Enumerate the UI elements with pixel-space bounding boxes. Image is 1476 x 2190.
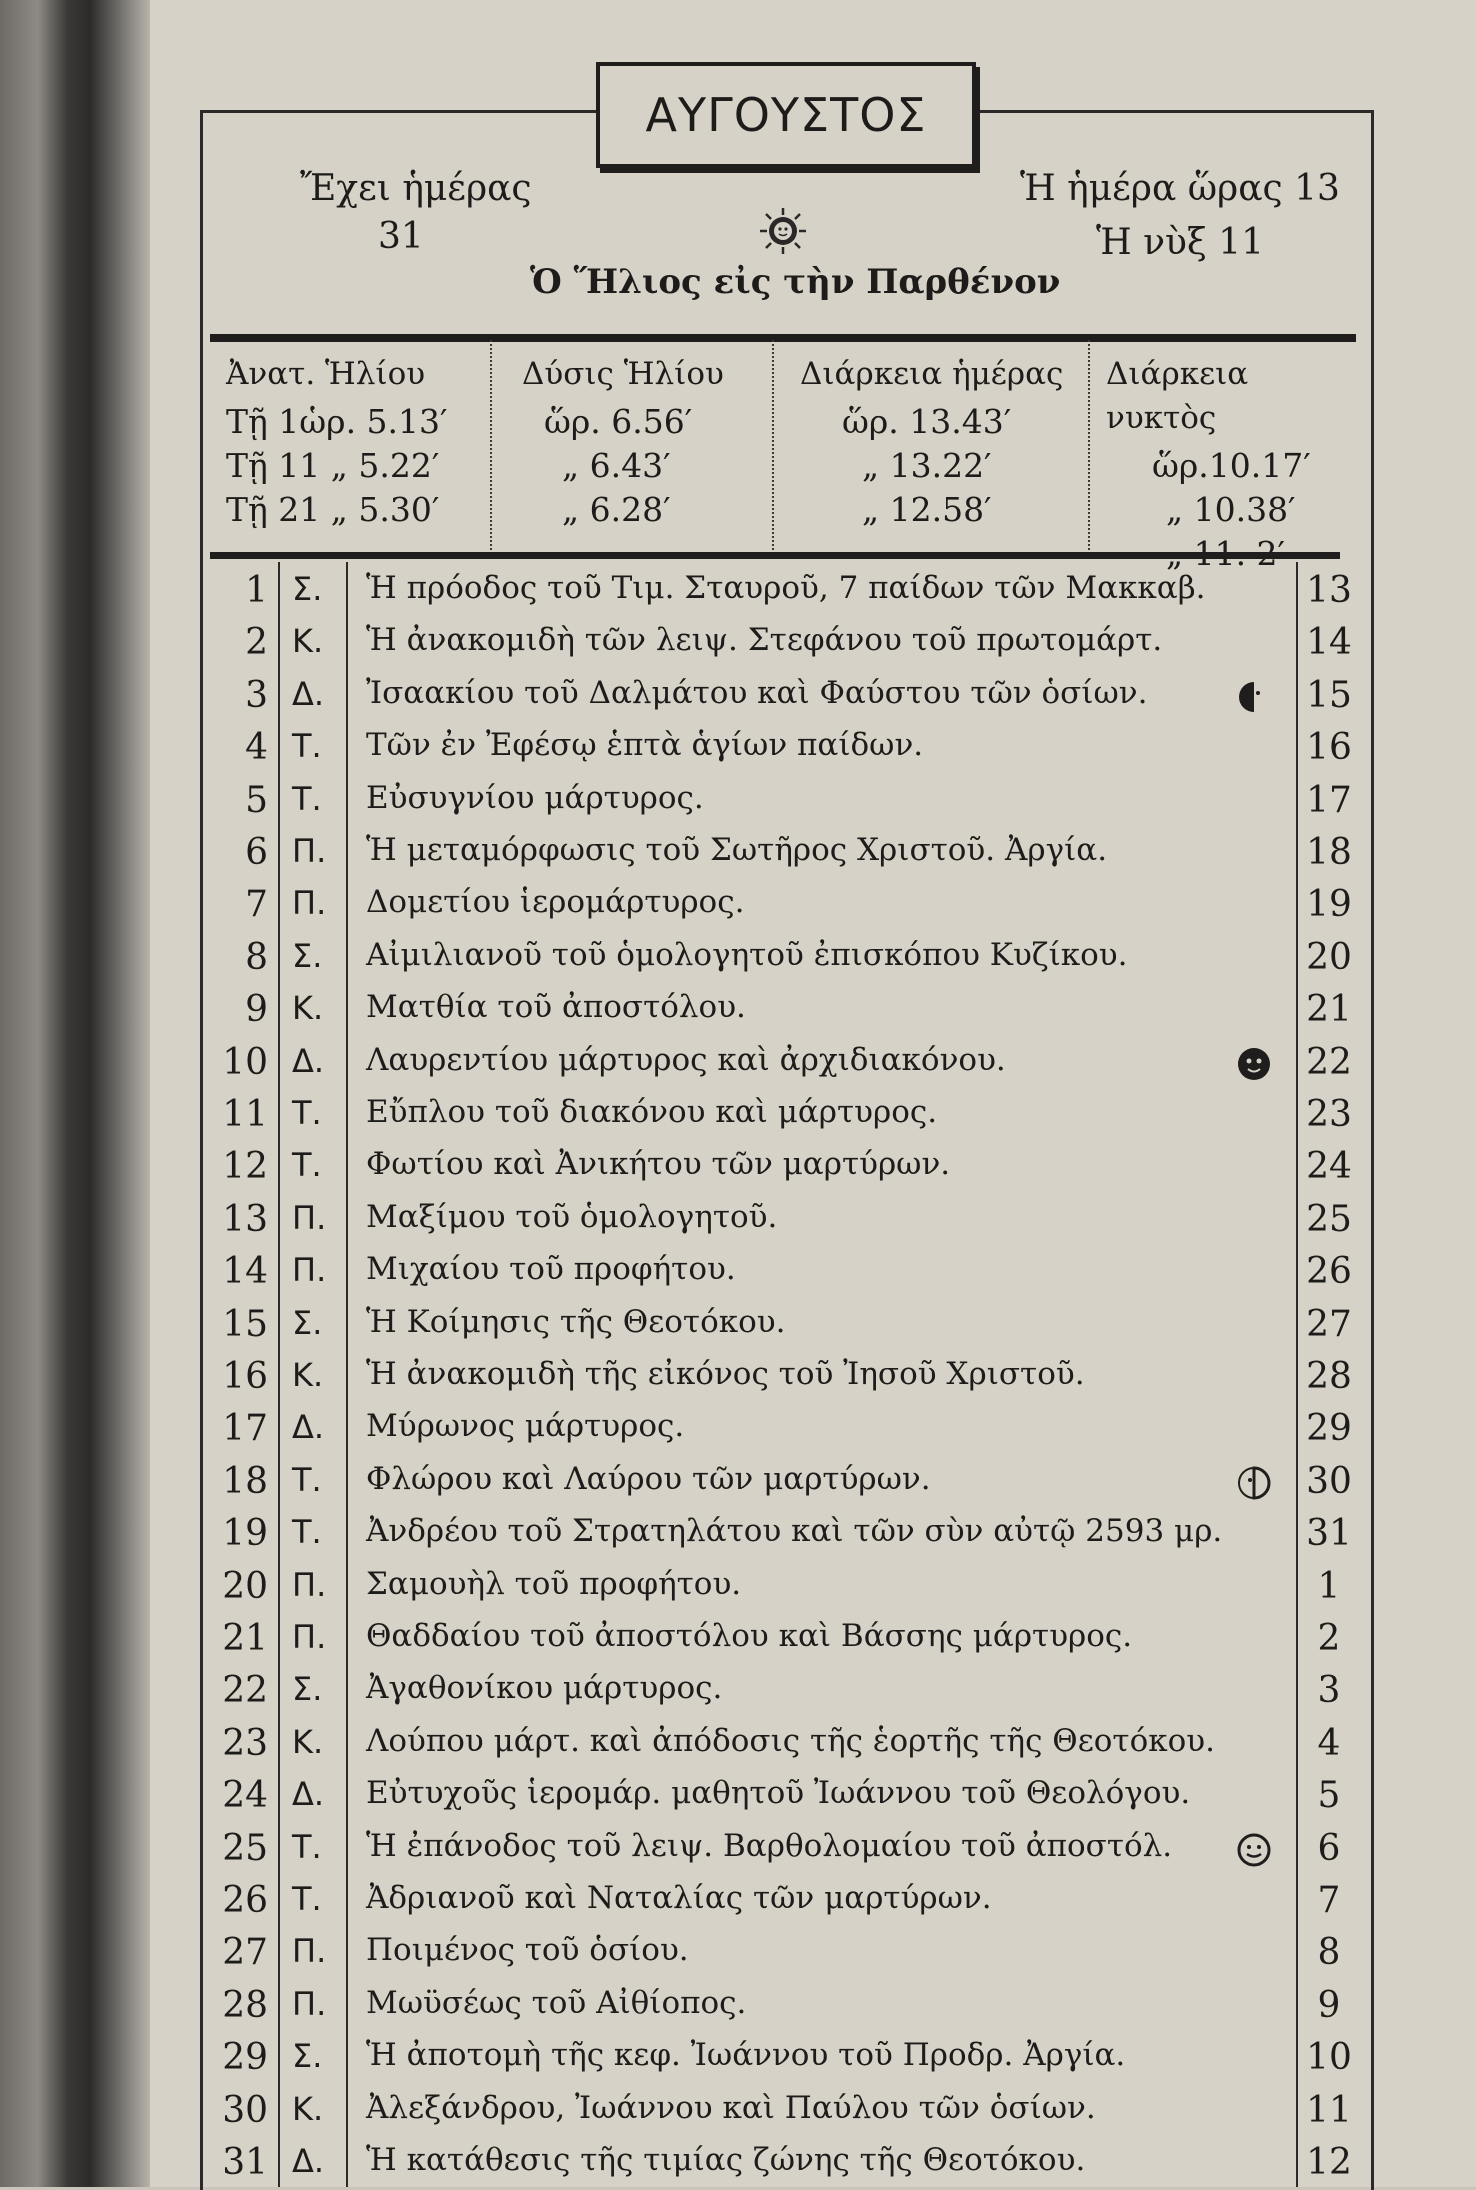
day-number: 23 bbox=[222, 1722, 268, 1764]
old-style-date: 26 bbox=[1306, 1251, 1352, 1293]
book-spine-shadow bbox=[0, 0, 150, 2187]
calendar-row bbox=[200, 1562, 1368, 1614]
day-number: 9 bbox=[245, 989, 268, 1031]
weekday-abbrev: Δ. bbox=[292, 1408, 325, 1447]
sunset-row: „ 6.28′ bbox=[562, 490, 671, 529]
day-number: 4 bbox=[245, 727, 268, 769]
summary-bottom-rule bbox=[210, 552, 1340, 559]
day-number: 22 bbox=[222, 1670, 268, 1712]
summary-top-rule bbox=[210, 334, 1356, 342]
calendar-row bbox=[200, 1824, 1368, 1876]
feast-text: Μιχαίου τοῦ προφήτου. bbox=[366, 1251, 736, 1288]
day-number: 24 bbox=[222, 1775, 268, 1817]
day-number: 25 bbox=[222, 1827, 268, 1869]
day-number: 19 bbox=[222, 1513, 268, 1555]
calendar-row bbox=[200, 2086, 1368, 2138]
daylength-row: ὥρ. 13.43′ bbox=[842, 402, 1012, 441]
sunset-row: ὥρ. 6.56′ bbox=[544, 402, 693, 441]
calendar-row bbox=[200, 723, 1368, 775]
calendar-row bbox=[200, 1928, 1368, 1980]
calendar-row bbox=[200, 2033, 1368, 2085]
sunrise-heading: Ἀνατ. Ἡλίου bbox=[226, 356, 426, 392]
old-style-date: 12 bbox=[1306, 2142, 1352, 2183]
weekday-abbrev: Κ. bbox=[292, 622, 324, 661]
feast-text: Ἀνδρέου τοῦ Στρατηλάτου καὶ τῶν σὺν αὐτῷ 2593 μρ. bbox=[366, 1513, 1223, 1550]
old-style-date: 2 bbox=[1317, 1618, 1341, 1659]
weekday-abbrev: Κ. bbox=[292, 2089, 324, 2128]
day-hours: Ἡ ἡμέρα ὥρας 13 bbox=[1020, 168, 1340, 209]
feast-text: Φωτίου καὶ Ἀνικήτου τῶν μαρτύρων. bbox=[366, 1146, 951, 1183]
calendar-row bbox=[200, 618, 1368, 670]
calendar-row bbox=[200, 1981, 1368, 2033]
old-style-date: 10 bbox=[1306, 2037, 1352, 2079]
calendar-row bbox=[200, 1404, 1368, 1456]
daylength-row: „ 13.22′ bbox=[862, 446, 992, 485]
old-style-date: 20 bbox=[1306, 936, 1352, 978]
sunset-heading: Δύσις Ἡλίου bbox=[522, 356, 724, 392]
old-style-date: 9 bbox=[1317, 1984, 1341, 2026]
days-count: 31 bbox=[378, 216, 424, 257]
day-number: 27 bbox=[222, 1932, 268, 1974]
summary-separator bbox=[1088, 340, 1090, 550]
feast-text: Δομετίου ἱερομάρτυρος. bbox=[366, 884, 745, 921]
calendar-row bbox=[200, 1352, 1368, 1404]
new-moon-icon bbox=[1234, 1830, 1274, 1870]
feast-text: Ἀγαθονίκου μάρτυρος. bbox=[366, 1670, 723, 1707]
day-number: 21 bbox=[222, 1618, 268, 1659]
day-number: 7 bbox=[245, 884, 268, 926]
old-style-date: 24 bbox=[1306, 1146, 1352, 1188]
weekday-abbrev: Σ. bbox=[292, 936, 323, 975]
weekday-abbrev: Τ. bbox=[292, 1513, 322, 1552]
feast-text: Μύρωνος μάρτυρος. bbox=[366, 1408, 685, 1445]
feast-text: Ἡ Κοίμησις τῆς Θεοτόκου. bbox=[366, 1303, 786, 1340]
day-number: 13 bbox=[222, 1198, 268, 1240]
calendar-row bbox=[200, 880, 1368, 932]
old-style-date: 17 bbox=[1306, 779, 1352, 821]
day-number: 31 bbox=[222, 2142, 268, 2183]
weekday-abbrev: Π. bbox=[292, 832, 327, 870]
day-number: 12 bbox=[222, 1146, 268, 1188]
sun-sign: Ὁ Ἥλιος εἰς τὴν Παρθένον bbox=[530, 262, 1061, 302]
weekday-abbrev: Τ. bbox=[292, 1827, 322, 1866]
day-number: 10 bbox=[222, 1041, 268, 1083]
weekday-abbrev: Κ. bbox=[292, 1722, 324, 1761]
old-style-date: 22 bbox=[1306, 1041, 1352, 1083]
old-style-date: 5 bbox=[1317, 1775, 1341, 1817]
calendar-row bbox=[200, 1719, 1368, 1771]
feast-text: Εὔπλου τοῦ διακόνου καὶ μάρτυρος. bbox=[366, 1094, 938, 1130]
weekday-abbrev: Τ. bbox=[292, 1460, 322, 1499]
calendar-row bbox=[200, 1614, 1368, 1666]
night-hours: Ἡ νὺξ 11 bbox=[1096, 222, 1265, 263]
old-style-date: 30 bbox=[1306, 1460, 1352, 1502]
feast-text: Ποιμένος τοῦ ὁσίου. bbox=[366, 1932, 689, 1969]
weekday-abbrev: Δ. bbox=[292, 2142, 325, 2180]
weekday-abbrev: Δ. bbox=[292, 1041, 325, 1080]
old-style-date: 31 bbox=[1306, 1513, 1352, 1555]
weekday-abbrev: Τ. bbox=[292, 1094, 322, 1132]
calendar-row bbox=[200, 828, 1368, 880]
calendar-row bbox=[200, 566, 1368, 618]
nightlength-row: ὥρ.10.17′ bbox=[1152, 446, 1311, 485]
sunrise-column bbox=[226, 352, 486, 532]
feast-text: Αἰμιλιανοῦ τοῦ ὁμολογητοῦ ἐπισκόπου Κυζίκου. bbox=[366, 936, 1128, 973]
old-style-date: 19 bbox=[1306, 884, 1352, 926]
sunset-row: „ 6.43′ bbox=[562, 446, 671, 485]
feast-text: Εὐτυχοῦς ἱερομάρ. μαθητοῦ Ἰωάννου τοῦ Θεολόγου. bbox=[366, 1775, 1191, 1812]
calendar-row bbox=[200, 1300, 1368, 1352]
first-quarter-moon-icon bbox=[1234, 677, 1274, 717]
calendar-row bbox=[200, 1509, 1368, 1561]
old-style-date: 18 bbox=[1306, 832, 1352, 873]
feast-text: Ἀδριανοῦ καὶ Ναταλίας τῶν μαρτύρων. bbox=[366, 1880, 992, 1916]
feast-text: Θαδδαίου τοῦ ἀποστόλου καὶ Βάσσης μάρτυρος. bbox=[366, 1618, 1133, 1654]
old-style-date: 29 bbox=[1306, 1408, 1352, 1450]
day-number: 28 bbox=[222, 1984, 268, 2026]
weekday-abbrev: Δ. bbox=[292, 674, 325, 713]
calendar-row bbox=[200, 1038, 1368, 1090]
weekday-abbrev: Π. bbox=[292, 1618, 327, 1656]
feast-text: Ἡ ἀποτομὴ τῆς κεφ. Ἰωάννου τοῦ Προδρ. Ἀργία. bbox=[366, 2037, 1126, 2074]
old-style-date: 14 bbox=[1306, 622, 1352, 664]
old-style-date: 15 bbox=[1306, 674, 1352, 716]
weekday-abbrev: Π. bbox=[292, 1565, 327, 1604]
old-style-date: 8 bbox=[1317, 1932, 1341, 1974]
weekday-abbrev: Π. bbox=[292, 1251, 327, 1290]
feast-text: Εὐσυγνίου μάρτυρος. bbox=[366, 779, 704, 816]
sunrise-row: Τῇ 21 „ 5.30′ bbox=[226, 490, 440, 529]
day-number: 29 bbox=[222, 2037, 268, 2079]
day-number: 30 bbox=[222, 2089, 268, 2131]
old-style-date: 3 bbox=[1317, 1670, 1341, 1712]
feast-text: Σαμουὴλ τοῦ προφήτου. bbox=[366, 1565, 742, 1602]
feast-text: Ἡ μεταμόρφωσις τοῦ Σωτῆρος Χριστοῦ. Ἀργία. bbox=[366, 832, 1108, 868]
day-number: 6 bbox=[245, 832, 268, 873]
weekday-abbrev: Σ. bbox=[292, 2037, 323, 2076]
day-number: 16 bbox=[222, 1356, 268, 1397]
day-number: 2 bbox=[245, 622, 268, 664]
weekday-abbrev: Π. bbox=[292, 1198, 327, 1237]
nightlength-row: „ 10.38′ bbox=[1166, 490, 1296, 529]
calendar-row bbox=[200, 1247, 1368, 1299]
calendar-row bbox=[200, 1195, 1368, 1247]
day-number: 11 bbox=[222, 1094, 268, 1135]
old-style-date: 27 bbox=[1306, 1303, 1352, 1345]
weekday-abbrev: Σ. bbox=[292, 1303, 323, 1342]
day-number: 20 bbox=[222, 1565, 268, 1607]
calendar-row bbox=[200, 2138, 1368, 2190]
day-number: 15 bbox=[222, 1303, 268, 1345]
old-style-date: 11 bbox=[1306, 2089, 1352, 2131]
feast-text: Λούπου μάρτ. καὶ ἀπόδοσις τῆς ἑορτῆς τῆς Θεοτόκου. bbox=[366, 1722, 1215, 1759]
calendar-row bbox=[200, 1666, 1368, 1718]
feast-text: Τῶν ἐν Ἐφέσῳ ἑπτὰ ἁγίων παίδων. bbox=[366, 727, 924, 764]
nightlength-column bbox=[1106, 352, 1366, 576]
calendar-row bbox=[200, 776, 1368, 828]
sunrise-row: Τῇ 1ὡρ. 5.13′ bbox=[226, 402, 448, 441]
feast-text: Λαυρεντίου μάρτυρος καὶ ἀρχιδιακόνου. bbox=[366, 1041, 1006, 1078]
weekday-abbrev: Κ. bbox=[292, 989, 324, 1028]
weekday-abbrev: Τ. bbox=[292, 779, 322, 818]
month-title: ΑΥΓΟΥΣΤΟΣ bbox=[596, 62, 976, 168]
weekday-abbrev: Κ. bbox=[292, 1356, 324, 1394]
calendar-row bbox=[200, 1090, 1368, 1142]
calendar-row bbox=[200, 1457, 1368, 1509]
day-number: 14 bbox=[222, 1251, 268, 1293]
full-moon-icon bbox=[1234, 1044, 1274, 1084]
summary-separator bbox=[490, 340, 492, 550]
day-number: 26 bbox=[222, 1880, 268, 1921]
feast-text: Ἡ ἐπάνοδος τοῦ λειψ. Βαρθολομαίου τοῦ ἀποστόλ. bbox=[366, 1827, 1173, 1864]
day-number: 8 bbox=[245, 936, 268, 978]
feast-text: Ἡ ἀνακομιδὴ τῶν λειψ. Στεφάνου τοῦ πρωτομάρτ. bbox=[366, 622, 1163, 659]
calendar-row bbox=[200, 985, 1368, 1037]
old-style-date: 23 bbox=[1306, 1094, 1352, 1135]
calendar-row bbox=[200, 1876, 1368, 1928]
weekday-abbrev: Π. bbox=[292, 1932, 327, 1971]
daylength-row: „ 12.58′ bbox=[862, 490, 992, 529]
old-style-date: 21 bbox=[1306, 989, 1352, 1031]
day-number: 3 bbox=[245, 674, 268, 716]
old-style-date: 28 bbox=[1306, 1356, 1352, 1397]
calendar-row bbox=[200, 671, 1368, 723]
feast-text: Ἀλεξάνδρου, Ἰωάννου καὶ Παύλου τῶν ὁσίων. bbox=[366, 2089, 1096, 2126]
sun-face-icon bbox=[758, 206, 808, 256]
feast-text: Ἡ πρόοδος τοῦ Τιμ. Σταυροῦ, 7 παίδων τῶν Μακκαβ. bbox=[366, 570, 1206, 606]
weekday-abbrev: Σ. bbox=[292, 1670, 323, 1709]
summary-separator bbox=[772, 340, 774, 550]
feast-text: Ἡ ἀνακομιδὴ τῆς εἰκόνος τοῦ Ἰησοῦ Χριστοῦ. bbox=[366, 1356, 1085, 1392]
feast-text: Μαξίμου τοῦ ὁμολογητοῦ. bbox=[366, 1198, 778, 1235]
feast-text: Ἰσαακίου τοῦ Δαλμάτου καὶ Φαύστου τῶν ὁσίων. bbox=[366, 674, 1148, 711]
day-number: 18 bbox=[222, 1460, 268, 1502]
sunrise-row: Τῇ 11 „ 5.22′ bbox=[226, 446, 440, 485]
feast-text: Ματθία τοῦ ἀποστόλου. bbox=[366, 989, 746, 1026]
weekday-abbrev: Π. bbox=[292, 1984, 327, 2023]
old-style-date: 25 bbox=[1306, 1198, 1352, 1240]
weekday-abbrev: Δ. bbox=[292, 1775, 325, 1814]
weekday-abbrev: Τ. bbox=[292, 727, 322, 766]
sunset-column bbox=[522, 352, 772, 532]
last-quarter-moon-icon bbox=[1234, 1463, 1274, 1503]
daylength-heading: Διάρκεια ἡμέρας bbox=[800, 356, 1064, 392]
day-number: 1 bbox=[245, 570, 268, 611]
feast-text: Ἡ κατάθεσις τῆς τιμίας ζώνης τῆς Θεοτόκου. bbox=[366, 2142, 1086, 2178]
calendar-row bbox=[200, 1771, 1368, 1823]
old-style-date: 6 bbox=[1317, 1827, 1341, 1869]
old-style-date: 16 bbox=[1306, 727, 1352, 769]
old-style-date: 13 bbox=[1306, 570, 1352, 611]
day-number: 5 bbox=[245, 779, 268, 821]
old-style-date: 7 bbox=[1317, 1880, 1341, 1921]
feast-text: Φλώρου καὶ Λαύρου τῶν μαρτύρων. bbox=[366, 1460, 931, 1497]
old-style-date: 1 bbox=[1317, 1565, 1341, 1607]
weekday-abbrev: Τ. bbox=[292, 1880, 322, 1918]
feast-text: Μωϋσέως τοῦ Αἰθίοπος. bbox=[366, 1984, 747, 2021]
weekday-abbrev: Σ. bbox=[292, 570, 323, 608]
nightlength-heading: Διάρκεια νυκτὸς bbox=[1106, 356, 1249, 436]
calendar-row bbox=[200, 933, 1368, 985]
daylength-column bbox=[800, 352, 1080, 532]
day-number: 17 bbox=[222, 1408, 268, 1450]
days-label: Ἔχει ἡμέρας bbox=[300, 168, 532, 209]
weekday-abbrev: Π. bbox=[292, 884, 327, 923]
weekday-abbrev: Τ. bbox=[292, 1146, 322, 1185]
calendar-row bbox=[200, 1142, 1368, 1194]
old-style-date: 4 bbox=[1317, 1722, 1341, 1764]
